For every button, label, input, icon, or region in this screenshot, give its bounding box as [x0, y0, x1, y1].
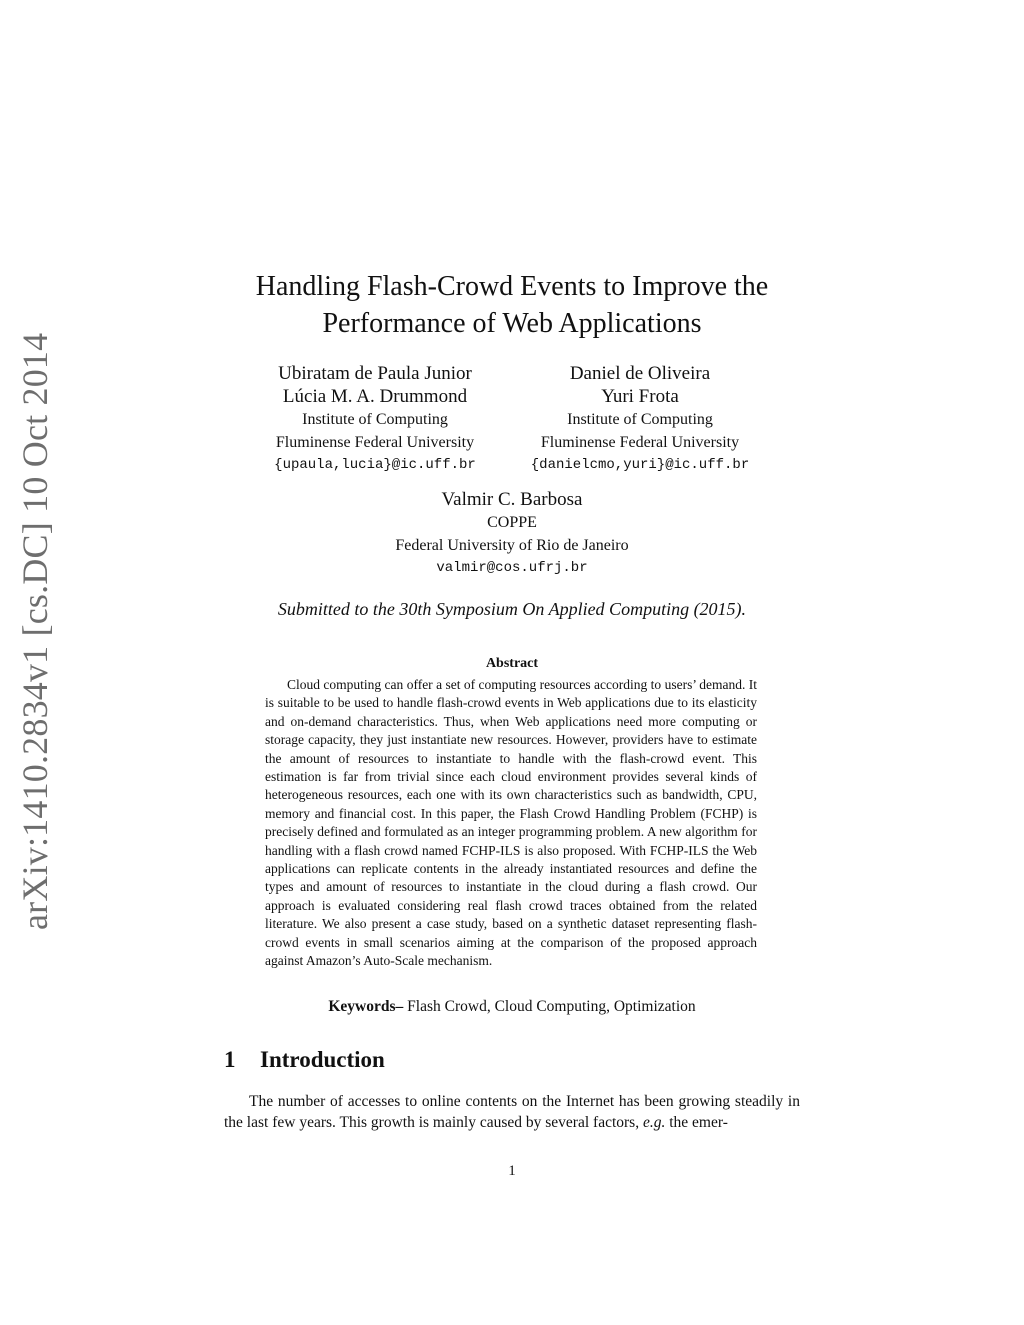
author-email: {danielcmo,yuri}@ic.uff.br: [530, 457, 750, 473]
author-block-right: [490, 362, 790, 477]
keywords-line: [200, 997, 824, 1017]
author-name: Ubiratam de Paula Junior: [278, 363, 472, 384]
author-institute: COPPE: [487, 514, 537, 531]
author-block-center: [362, 488, 662, 580]
author-university: Fluminense Federal University: [275, 434, 475, 451]
author-university: Federal University of Rio de Janeiro: [395, 537, 629, 554]
page-number: 1: [508, 1163, 516, 1179]
author-block-left: [225, 362, 525, 477]
author-university: Fluminense Federal University: [540, 434, 740, 451]
title-line-2: Performance of Web Applications: [322, 308, 702, 339]
keywords-label: Keywords–: [328, 998, 404, 1015]
author-institute: Institute of Computing: [567, 411, 713, 428]
section-title: Introduction: [260, 1047, 385, 1072]
section-number: 1: [224, 1047, 236, 1072]
keywords-text: Flash Crowd, Cloud Computing, Optimization: [403, 998, 696, 1015]
intro-text-end: the emer-: [665, 1114, 728, 1131]
intro-emphasis: e.g.: [642, 1114, 666, 1131]
intro-paragraph: [224, 1091, 800, 1133]
author-email: {upaula,lucia}@ic.uff.br: [274, 457, 476, 473]
abstract-heading: Abstract: [485, 656, 539, 671]
section-heading: [224, 1045, 385, 1075]
author-name: Daniel de Oliveira: [569, 363, 711, 384]
author-name: Yuri Frota: [601, 386, 679, 407]
submission-note: Submitted to the 30th Symposium On Applied Computing (2015).: [277, 599, 747, 619]
author-email: valmir@cos.ufrj.br: [436, 560, 588, 576]
author-name: Lúcia M. A. Drummond: [282, 386, 468, 407]
arxiv-identifier-stamp: arXiv:1410.2834v1 [cs.DC] 10 Oct 2014: [15, 332, 55, 930]
paper-title: [200, 268, 824, 342]
abstract-text: Cloud computing can offer a set of computing resources according to users’ demand. It is suitable to be used to handle flash-crowd events in Web applications due to its elasticity and on-demand characteristics. Thus, when Web applications need more computing or storage capacity, they just instantiate new resources. However, providers have to estimate the amount of resources to instantiate to handle with the flash-crowd event. This estimation is far from trivial since each cloud environment provides several kinds of heterogeneous resources, each one with its own characteristics such as bandwidth, CPU, memory and financial cost. In this paper, the Flash Crowd Handling Problem (FCHP) is precisely defined and formulated as an integer programming problem. A new algorithm for handling with a flash crowd named FCHP-ILS is also proposed. With FCHP-ILS the Web applications can replicate contents in the already instantiated resources and define the types and amount of resources to instantiate in the cloud during a flash crowd. Our approach is evaluated considering real flash crowd traces obtained from the related literature. We also present a case study, based on a synthetic dataset representing flash-crowd events in small scenarios aiming at the comparison of the proposed approach against Amazon’s Auto-Scale mechanism.: [265, 677, 757, 969]
intro-text: The number of accesses to online contents on the Internet has been growing steadily in the last few years. This growth is mainly caused by several factors,: [224, 1093, 800, 1131]
author-institute: Institute of Computing: [302, 411, 448, 428]
title-line-1: Handling Flash-Crowd Events to Improve the: [255, 271, 769, 302]
author-name: Valmir C. Barbosa: [441, 489, 583, 510]
